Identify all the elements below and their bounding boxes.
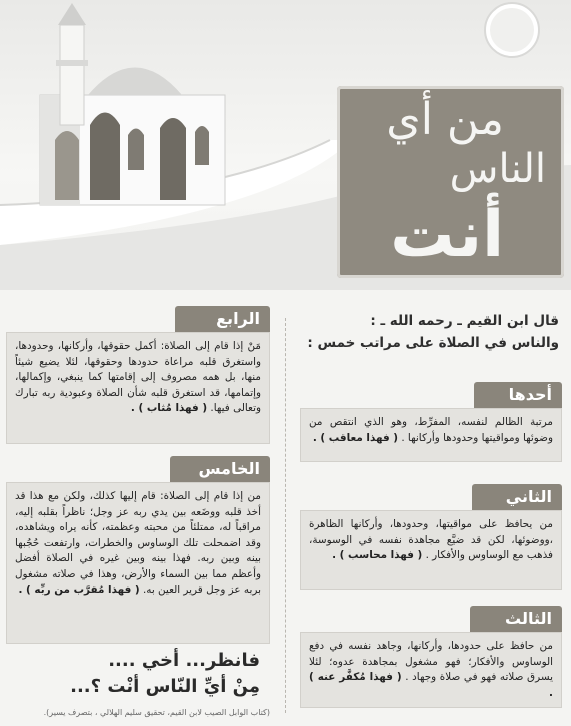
title-panel: [337, 86, 564, 278]
title-line-1: من أي: [386, 94, 504, 145]
section-body: [300, 632, 562, 708]
section-verdict: ( فهذا مُكفَّر عنه ) .: [309, 671, 553, 699]
intro-line-2: والناس في الصلاة على مراتب خمس :: [307, 335, 559, 351]
section-heading: الخامس: [170, 456, 270, 482]
section-fourth: [6, 306, 270, 446]
section-body: [300, 510, 562, 590]
closing-line-1: فانظر... أخي ....: [108, 650, 260, 671]
section-heading: أحدها: [474, 382, 562, 408]
section-verdict: ( فهذا مُثاب ) .: [130, 402, 208, 415]
section-body: [300, 408, 562, 462]
section-second: [300, 484, 562, 590]
source-citation: (كتاب الوابل الصيب لابن القيم، تحقيق سليم الهلالي ، بتصرف يسير).: [43, 708, 270, 717]
title-line-2: الناس: [449, 146, 546, 192]
section-verdict: ( فهذا محاسب ) .: [332, 549, 423, 562]
closing-question: [60, 648, 260, 700]
section-text: مَنْ إذا قام إلى الصلاة: أكمل حقوقها، وأركانها، وحدودها، واستغرق قلبه مراعاة حدودها وحقوقها، لئلا يضيع شيئاً منها، بل همه مصروف إلى إقامتها كما ينبغي، وإكمالها، وإتمامها، قد استغرق قلبه شأن الصلاة وعبودية ربه تبارك وتعالى فيها.: [15, 340, 261, 415]
section-heading: الثالث: [470, 606, 562, 632]
section-text: من يحافظ على مواقيتها، وحدودها، وأركانها الظاهرة ،ووضوئها، لكن قد ضيَّع مجاهدة نفسه في الوسوسة، فذهب مع الوساوس والأفكار .: [309, 518, 553, 562]
title-line-3: أنت: [390, 198, 504, 272]
section-body: [6, 482, 270, 644]
hero-illustration: [0, 0, 571, 290]
section-third: [300, 606, 562, 708]
section-body: [6, 332, 270, 444]
section-verdict: ( فهذا مُقرَّب من ربِّه ) .: [18, 583, 140, 596]
section-verdict: ( فهذا معاقب ) .: [312, 431, 399, 444]
section-text: مرتبة الظالم لنفسه، المفرِّط، وهو الذي انتقص من وضوئها ومواقيتها وحدودها وأركانها .: [309, 416, 553, 444]
closing-line-2: مِنْ أيِّ النّاس أنْت ؟...: [70, 676, 260, 697]
intro-line-1: قال ابن القيم ـ رحمه الله ـ :: [370, 313, 559, 329]
section-heading: الثاني: [472, 484, 562, 510]
section-first: [300, 382, 562, 464]
section-fifth: [6, 456, 270, 644]
section-heading: الرابع: [175, 306, 270, 332]
intro-text: [289, 310, 559, 354]
section-text: من إذا قام إلى الصلاة: قام إليها كذلك، ولكن مع هذا قد أخذ قلبه ووضَعه بين يدي ربه عز وجل؛ ناظراً بقلبه إليه، مراقباً له، ممتلئاً من محبته وعظمته، كأنه يراه ويشاهده، وقد اضمحلت تلك الوساوس والخطرات، وارتفعت حُجُبها بينه وبين ربه. فهذا بينه وبين غيره في الصلاة أفضل وأعظم مما بين السماء والأرض، وهذا في صلاته مشغول بربه عز وجل قرير العين به.: [15, 490, 261, 596]
column-divider: [285, 318, 286, 713]
section-text: من حافظ على حدودها، وأركانها، وجاهد نفسه في دفع الوساوس والأفكار؛ فهو مشغول بمجاهدة عدوه؛ لئلا يسرق صلاته فهو في صلاة وجهاد .: [309, 640, 553, 684]
